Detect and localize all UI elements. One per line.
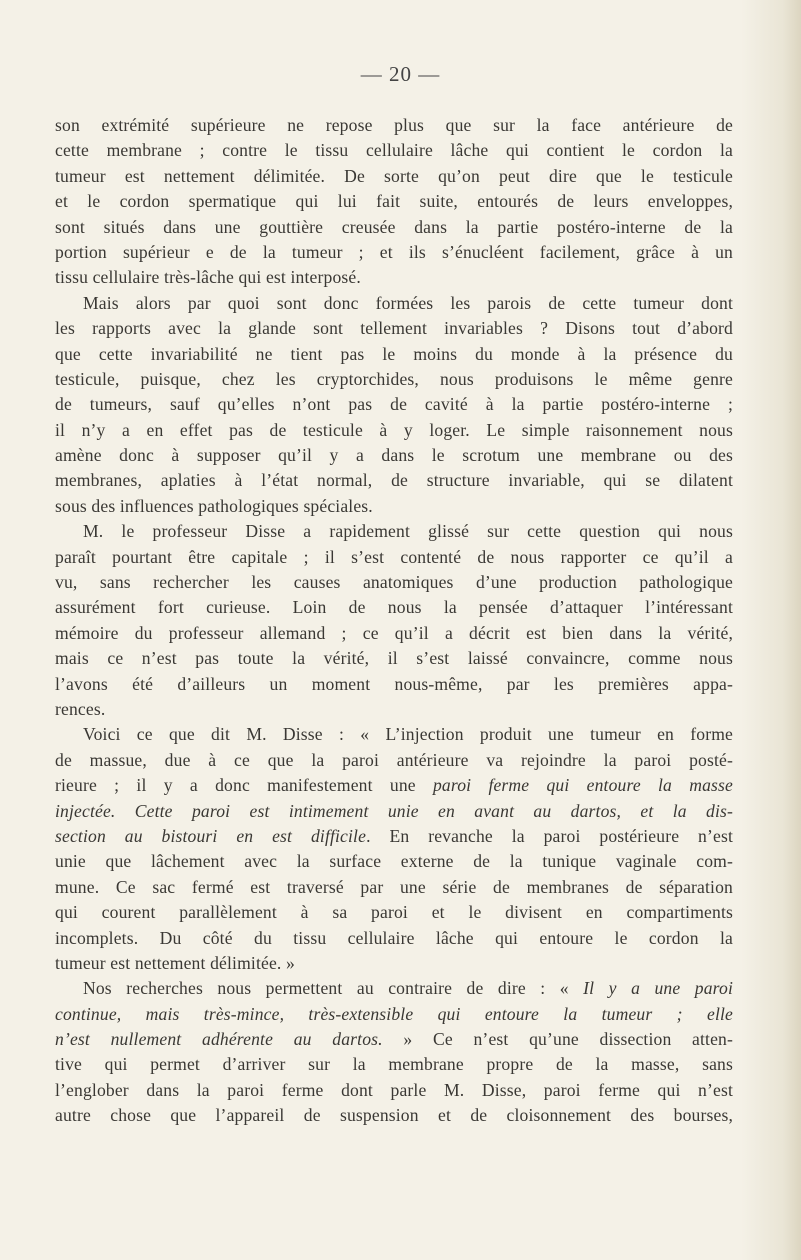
text-line: sont situés dans une gouttière creusée dans la partie postéro-interne de la	[55, 216, 733, 237]
paragraph-4	[55, 722, 733, 976]
text-line: tumeur est nettement délimitée. »	[55, 952, 295, 973]
text-line	[55, 1002, 733, 1027]
text-line: que cette invariabilité ne tient pas le moins du monde à la présence du	[55, 343, 733, 364]
page-edge-shadow	[741, 0, 801, 1260]
text-line: membranes, aplaties à l’état normal, de structure invariable, qui se dilatent	[55, 470, 733, 491]
page-number: — 20 —	[360, 62, 441, 86]
italic-quote: paroi ferme qui entoure la masse	[432, 775, 733, 796]
text-line: les rapports avec la glande sont tellement invariables ? Disons tout d’abord	[55, 318, 733, 339]
text-line: testicule, puisque, chez les cryptorchides, nous produisons le même genre	[55, 368, 733, 389]
text-line: mémoire du professeur allemand ; ce qu’il a décrit est bien dans la vérité,	[55, 622, 733, 643]
text-line: autre chose que l’appareil de suspension et de cloisonnement des bourses,	[55, 1105, 733, 1126]
text-line: amène donc à supposer qu’il y a dans le scrotum une membrane ou des	[55, 445, 733, 466]
text-line: Voici ce que dit M. Disse : « L’injection produit une tumeur en forme	[83, 724, 733, 745]
text-line: Mais alors par quoi sont donc formées les parois de cette tumeur dont	[83, 292, 733, 313]
text-line: n’est nullement adhérente au dartos. » Ce n’est qu’une dissection atten-	[55, 1029, 733, 1050]
text-line: tumeur est nettement délimitée. De sorte qu’on peut dire que le testicule	[55, 165, 733, 186]
paragraph-5	[55, 976, 733, 1128]
text-line: M. le professeur Disse a rapidement glissé sur cette question qui nous	[83, 521, 733, 542]
text-line: vu, sans rechercher les causes anatomiques d’une production pathologique	[55, 572, 733, 593]
italic-quote: injectée. Cette paroi est intimement unie en avant au dartos, et la dis-	[55, 800, 733, 821]
paragraph-2	[55, 291, 733, 520]
italic-quote: Il y a une paroi	[583, 978, 733, 999]
text-line	[55, 799, 733, 824]
text-line: mune. Ce sac fermé est traversé par une série de membranes de séparation	[55, 876, 733, 897]
paragraph-1	[55, 113, 733, 291]
text-line: et le cordon spermatique qui lui fait suite, entourés de leurs enveloppes,	[55, 191, 733, 212]
text-line: son extrémité supérieure ne repose plus que sur la face antérieure de	[55, 115, 733, 135]
body-text	[55, 113, 733, 1129]
text-line: Nos recherches nous permettent au contraire de dire : « Il y a une paroi	[83, 978, 733, 999]
italic-quote: continue, mais très-mince, très-extensible qui entoure la tumeur ; elle	[55, 1003, 733, 1024]
paragraph-3	[55, 519, 733, 722]
text-line: tissu cellulaire très-lâche qui est interposé.	[55, 267, 361, 288]
text-line: paraît pourtant être capitale ; il s’est contenté de nous rapporter ce qu’il a	[55, 546, 733, 567]
text-line: sous des influences pathologiques spéciales.	[55, 495, 373, 516]
text-line: rieure ; il y a donc manifestement une paroi ferme qui entoure la masse	[55, 775, 733, 796]
text-line: incomplets. Du côté du tissu cellulaire lâche qui entoure le cordon la	[55, 927, 733, 948]
text-line: assurément fort curieuse. Loin de nous la pensée d’attaquer l’intéressant	[55, 597, 733, 618]
text-line: section au bistouri en est difficile. En revanche la paroi postérieure n’est	[55, 825, 733, 846]
text-line: rences.	[55, 698, 106, 719]
text-line: il n’y a en effet pas de testicule à y loger. Le simple raisonnement nous	[55, 419, 733, 440]
text-line: de tumeurs, sauf qu’elles n’ont pas de cavité à la partie postéro-interne ;	[55, 394, 733, 415]
text-line: qui courent parallèlement à sa paroi et le divisent en compartiments	[55, 902, 733, 923]
text-line: cette membrane ; contre le tissu cellulaire lâche qui contient le cordon la	[55, 140, 733, 161]
text-line: tive qui permet d’arriver sur la membrane propre de la masse, sans	[55, 1054, 733, 1075]
text-line: mais ce n’est pas toute la vérité, il s’est laissé convaincre, comme nous	[55, 648, 733, 669]
italic-quote: n’est nullement adhérente au dartos.	[55, 1029, 383, 1050]
text-line: unie que lâchement avec la surface externe de la tunique vaginale com-	[55, 851, 733, 872]
text-line: portion supérieur e de la tumeur ; et ils s’énucléent facilement, grâce à un	[55, 241, 733, 262]
text-line: l’englober dans la paroi ferme dont parle M. Disse, paroi ferme qui n’est	[55, 1079, 733, 1100]
text-line: de massue, due à ce que la paroi antérieure va rejoindre la paroi posté-	[55, 749, 733, 770]
text-line: l’avons été d’ailleurs un moment nous-même, par les premières appa-	[55, 673, 733, 694]
italic-quote: section au bistouri en est difficile	[55, 825, 367, 846]
